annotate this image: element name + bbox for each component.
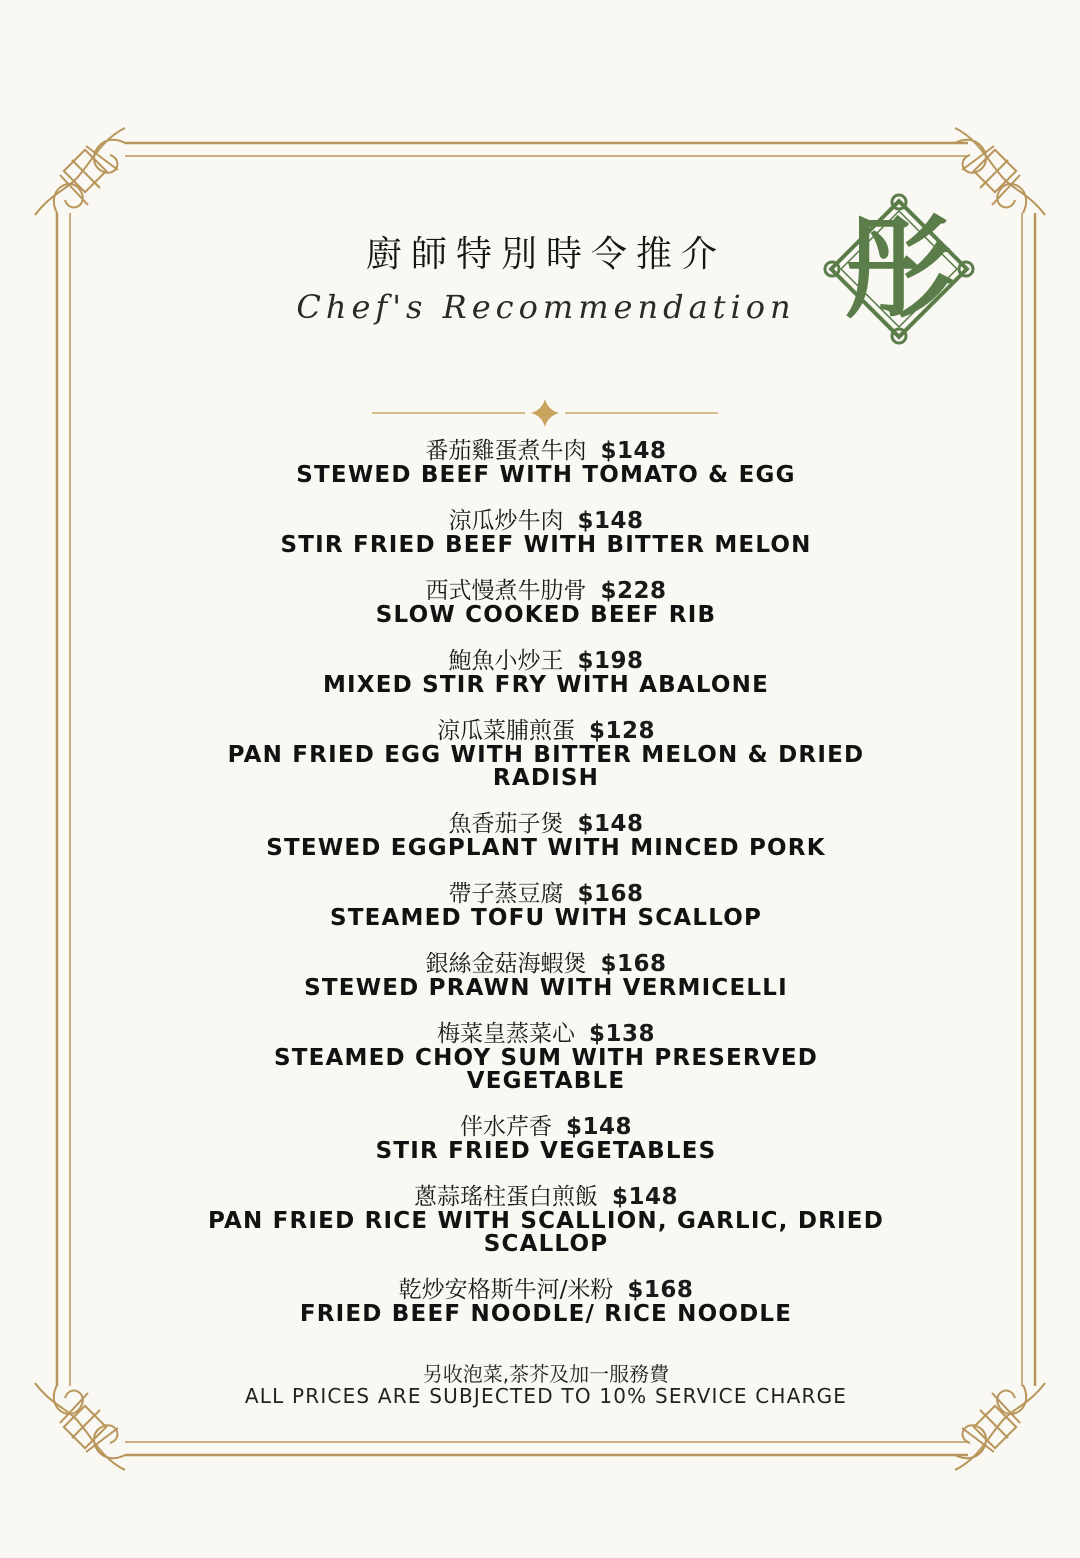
page-title-english: Chef's Recommendation xyxy=(296,288,796,326)
dish-name-chinese: 涼瓜炒牛肉 xyxy=(448,508,564,534)
ornament-divider xyxy=(370,398,720,428)
menu-item xyxy=(0,438,1080,487)
dish-name-english: PAN FRIED RICE WITH SCALLION, GARLIC, DRIED SCALLOP xyxy=(208,1208,884,1257)
menu-item xyxy=(0,811,1080,860)
menu-item-chinese-line xyxy=(0,1184,1080,1210)
menu-item xyxy=(0,1114,1080,1163)
dish-name-english: STIR FRIED VEGETABLES xyxy=(375,1138,717,1164)
dish-price: $168 xyxy=(600,951,667,977)
dish-price: $168 xyxy=(627,1277,694,1303)
menu-item-chinese-line xyxy=(0,508,1080,534)
menu-item-chinese-line xyxy=(0,578,1080,604)
dish-name-chinese: 蔥蒜瑤柱蛋白煎飯 xyxy=(413,1184,598,1210)
dish-name-english: STEAMED CHOY SUM WITH PRESERVED VEGETABLE xyxy=(273,1045,819,1094)
menu-item-chinese-line xyxy=(0,1021,1080,1047)
dish-name-english: SLOW COOKED BEEF RIB xyxy=(375,602,717,628)
restaurant-logo xyxy=(818,188,980,350)
logo-character: 彤 xyxy=(844,204,954,333)
menu-item-chinese-line xyxy=(0,811,1080,837)
menu-item-chinese-line xyxy=(0,648,1080,674)
menu-item xyxy=(0,578,1080,627)
dish-name-chinese: 魚香茄子煲 xyxy=(448,811,564,837)
dish-name-english: STEAMED TOFU WITH SCALLOP xyxy=(329,905,763,931)
dish-price: $168 xyxy=(577,881,644,907)
menu-item-chinese-line xyxy=(0,438,1080,464)
dish-name-chinese: 涼瓜菜脯煎蛋 xyxy=(436,718,575,744)
dish-name-chinese: 番茄雞蛋煮牛肉 xyxy=(425,438,587,464)
dish-name-english: STEWED PRAWN WITH VERMICELLI xyxy=(304,975,788,1001)
footer-note-chinese: 另收泡菜,茶芥及加一服務費 xyxy=(422,1362,670,1386)
dish-name-chinese: 伴水芹香 xyxy=(459,1114,552,1140)
menu-item-chinese-line xyxy=(0,881,1080,907)
service-charge-note xyxy=(0,1363,1080,1407)
menu-item-chinese-line xyxy=(0,951,1080,977)
menu-item xyxy=(0,881,1080,930)
dish-price: $148 xyxy=(577,508,644,534)
page-title-chinese: 廚師特別時令推介 xyxy=(365,234,726,275)
dish-name-english: STIR FRIED BEEF WITH BITTER MELON xyxy=(280,532,812,558)
menu-item xyxy=(0,1184,1080,1256)
dish-name-english: FRIED BEEF NOODLE/ RICE NOODLE xyxy=(299,1301,793,1327)
menu-item xyxy=(0,1021,1080,1093)
dish-name-chinese: 銀絲金菇海蝦煲 xyxy=(425,951,587,977)
dish-price: $148 xyxy=(600,438,667,464)
dish-name-chinese: 鮑魚小炒王 xyxy=(448,648,564,674)
dish-name-english: MIXED STIR FRY WITH ABALONE xyxy=(322,672,770,698)
menu-item xyxy=(0,951,1080,1000)
dish-price: $148 xyxy=(611,1184,678,1210)
star-ornament-icon xyxy=(531,399,559,427)
dish-price: $128 xyxy=(588,718,655,744)
menu-item xyxy=(0,1277,1080,1326)
menu-item xyxy=(0,718,1080,790)
dish-name-chinese: 梅菜皇蒸菜心 xyxy=(436,1021,575,1047)
menu-item xyxy=(0,648,1080,697)
menu-item-chinese-line xyxy=(0,1114,1080,1140)
menu-item-chinese-line xyxy=(0,1277,1080,1303)
dish-price: $198 xyxy=(577,648,644,674)
dish-name-english: STEWED BEEF WITH TOMATO & EGG xyxy=(296,462,796,488)
menu-list xyxy=(0,438,1080,1326)
dish-name-english: PAN FRIED EGG WITH BITTER MELON & DRIED RADISH xyxy=(227,742,865,791)
dish-name-chinese: 乾炒安格斯牛河/米粉 xyxy=(398,1277,614,1303)
dish-name-english: STEWED EGGPLANT WITH MINCED PORK xyxy=(266,835,826,861)
dish-price: $228 xyxy=(600,578,667,604)
menu-item xyxy=(0,508,1080,557)
dish-price: $148 xyxy=(565,1114,632,1140)
menu-item-chinese-line xyxy=(0,718,1080,744)
footer-note-english: ALL PRICES ARE SUBJECTED TO 10% SERVICE CHARGE xyxy=(244,1384,848,1408)
dish-price: $148 xyxy=(577,811,644,837)
dish-name-chinese: 西式慢煮牛肋骨 xyxy=(425,578,587,604)
dish-price: $138 xyxy=(588,1021,655,1047)
dish-name-chinese: 帶子蒸豆腐 xyxy=(448,881,564,907)
